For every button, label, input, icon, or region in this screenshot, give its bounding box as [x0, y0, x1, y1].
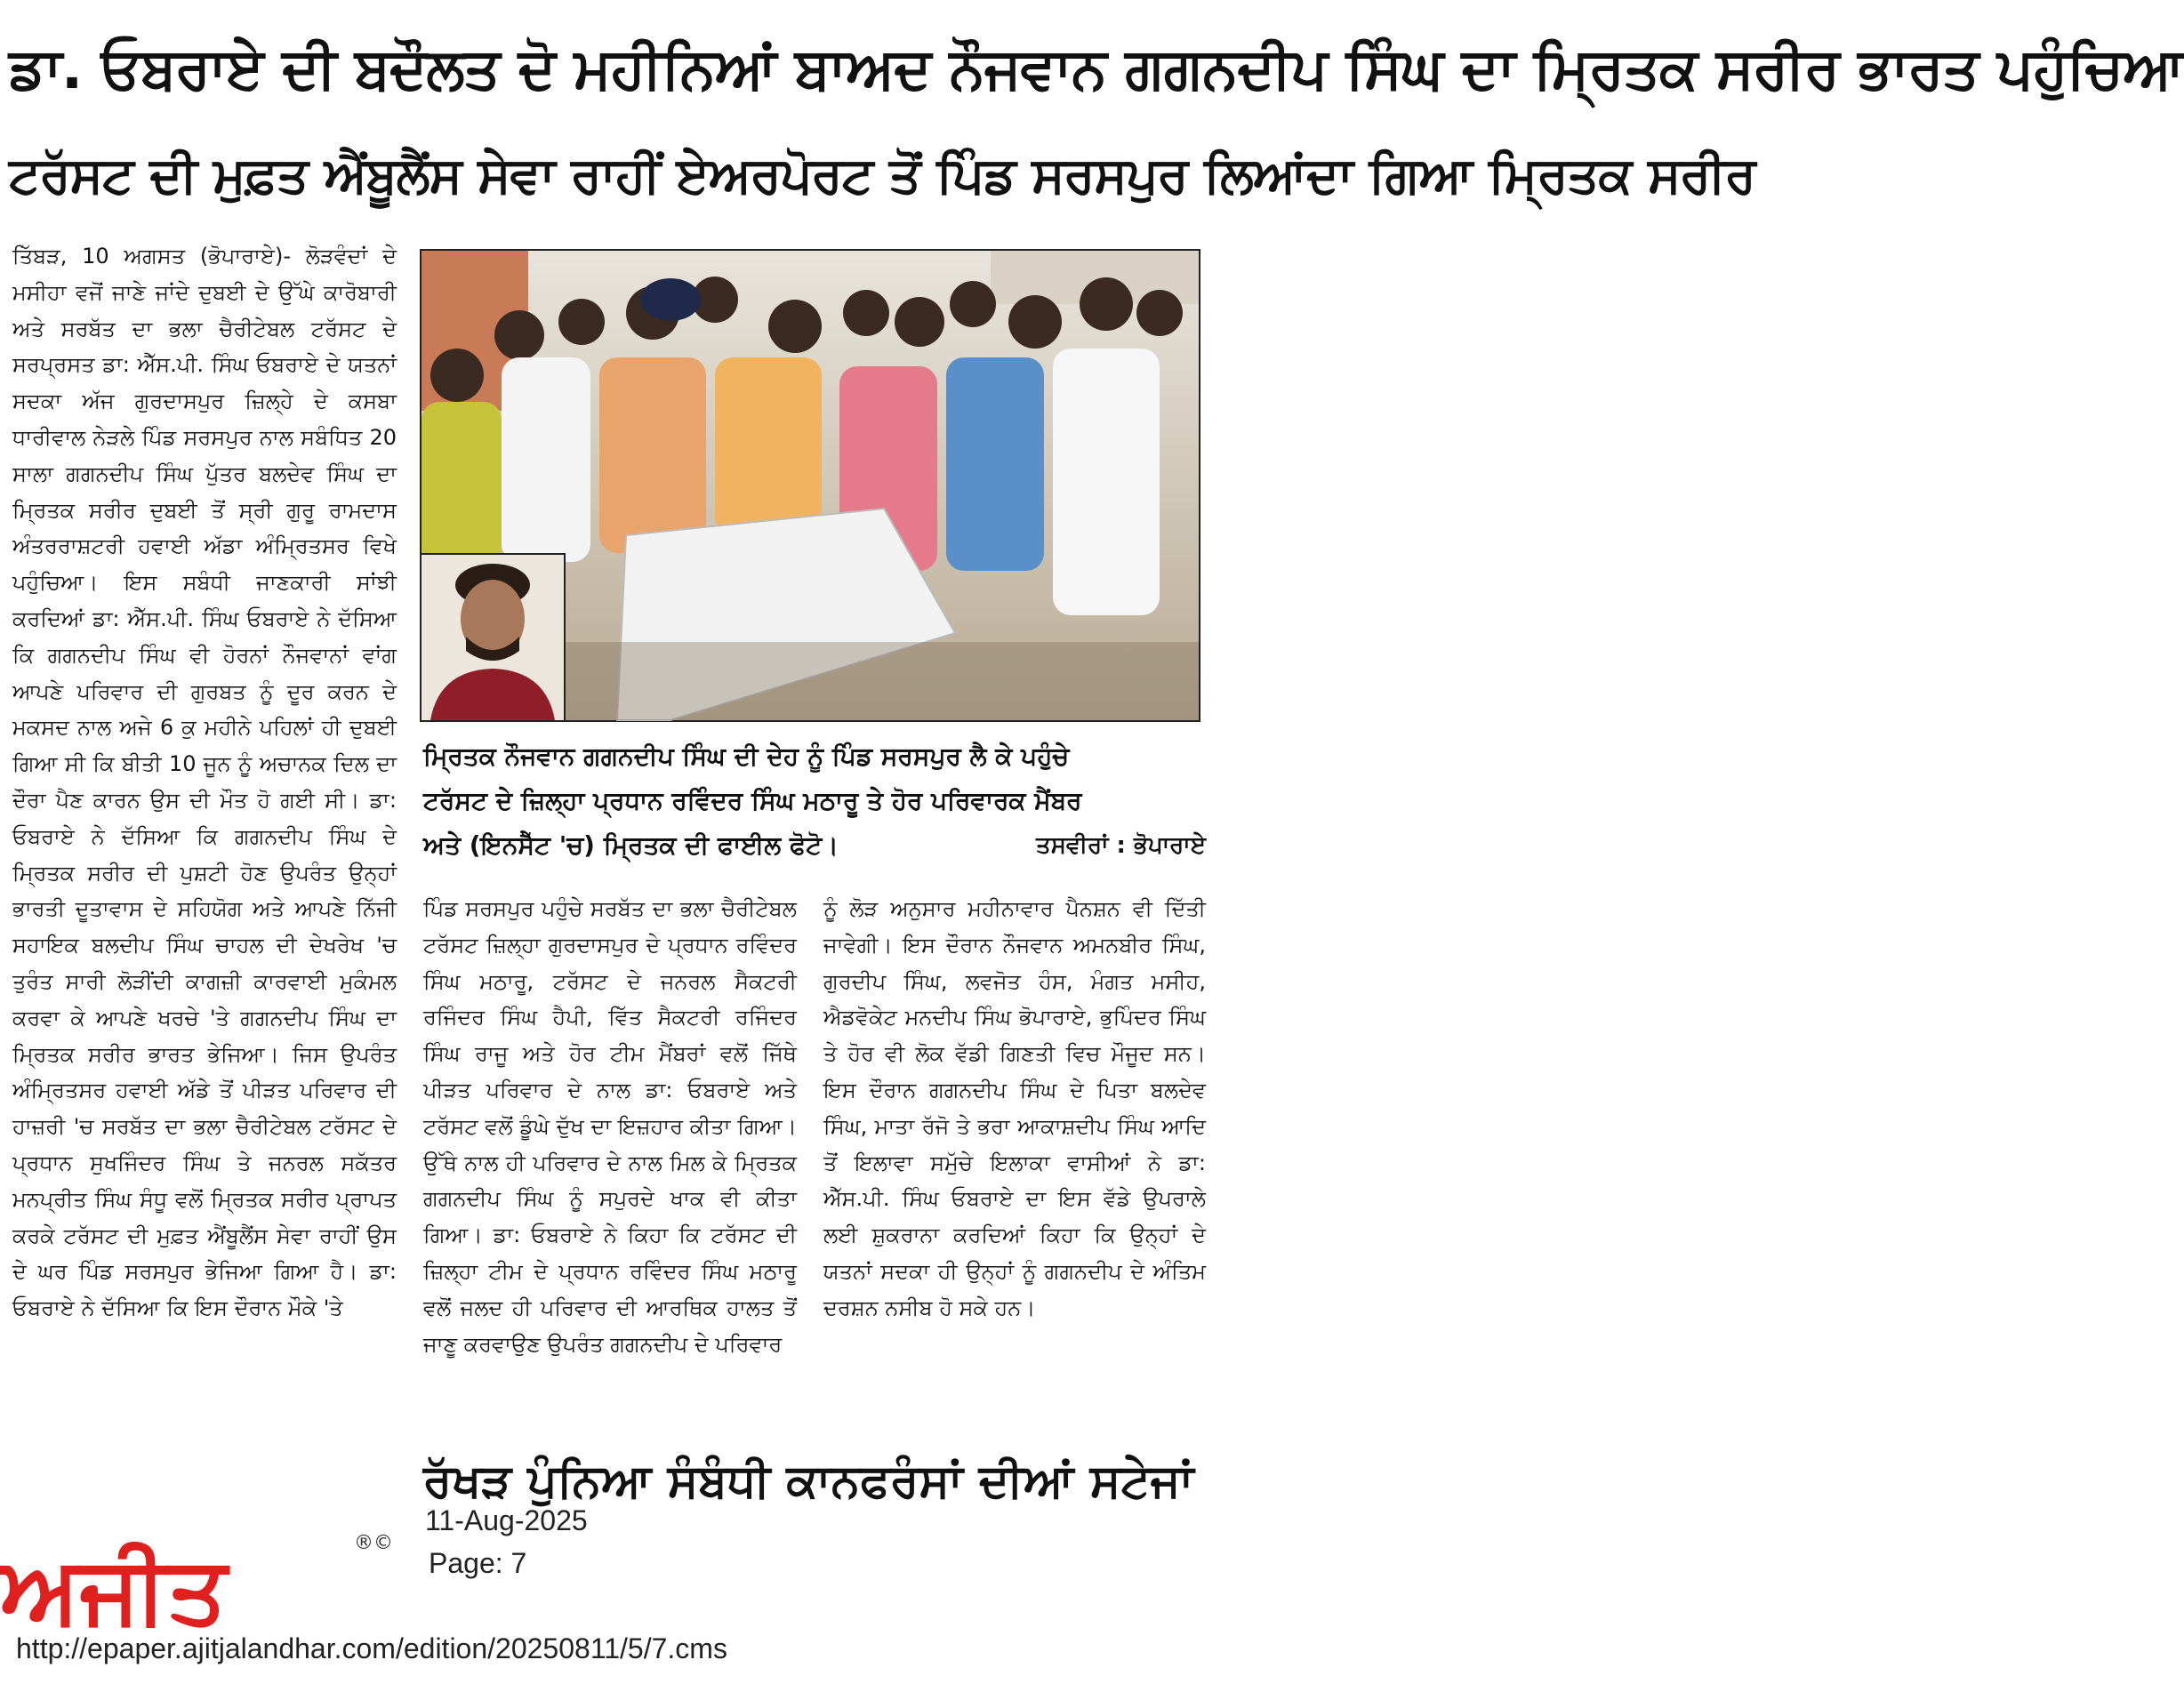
caption-line-2: ਟਰੱਸਟ ਦੇ ਜ਼ਿਲ੍ਹਾ ਪ੍ਰਧਾਨ ਰਵਿੰਦਰ ਸਿੰਘ ਮਠਾਰੂ ਤੇ ਹੋਰ ਪਰਿਵਾਰਕ ਮੈਂਬਰ: [423, 786, 1082, 815]
logo-registered-marks: ®©: [354, 1532, 393, 1554]
inset-portrait: [420, 553, 566, 722]
edition-date: 11-Aug-2025: [425, 1504, 588, 1536]
page-number: Page: 7: [429, 1547, 527, 1579]
next-article-headline: ਰੱਖੜ ਪੁੰਨਿਆ ਸੰਬੰਧੀ ਕਾਨਫਰੰਸਾਂ ਦੀਆਂ ਸਟੇਜਾਂ: [423, 1455, 1194, 1508]
article-column-middle: ਪਿੰਡ ਸਰਸਪੁਰ ਪਹੁੰਚੇ ਸਰਬੱਤ ਦਾ ਭਲਾ ਚੈਰੀਟੇਬਲ ਟਰੱਸਟ ਜ਼ਿਲ੍ਹਾ ਗੁਰਦਾਸਪੁਰ ਦੇ ਪ੍ਰਧਾਨ ਰਵਿੰਦਰ ਸਿੰਘ ਮਠਾਰੂ, ਟਰੱਸਟ ਦੇ ਜਨਰਲ ਸੈਕਟਰੀ ਰਜਿੰਦਰ ਸਿੰਘ ਹੈਪੀ, ਵਿੱਤ ਸੈਕਟਰੀ ਰਜਿੰਦਰ ਸਿੰਘ ਰਾਜੂ ਅਤੇ ਹੋਰ ਟੀਮ ਮੈਂਬਰਾਂ ਵਲੋਂ ਜਿੱਥੇ ਪੀੜਤ ਪਰਿਵਾਰ ਦੇ ਨਾਲ ਡਾ: ਓਬਰਾਏ ਅਤੇ ਟਰੱਸਟ ਵਲੋਂ ਡੂੰਘੇ ਦੁੱਖ ਦਾ ਇਜ਼ਹਾਰ ਕੀਤਾ ਗਿਆ। ਉੱਥੇ ਨਾਲ ਹੀ ਪਰਿਵਾਰ ਦੇ ਨਾਲ ਮਿਲ ਕੇ ਮ੍ਰਿਤਕ ਗਗਨਦੀਪ ਸਿੰਘ ਨੂੰ ਸਪੁਰਦੇ ਖਾਕ ਵੀ ਕੀਤਾ ਗਿਆ। ਡਾ: ਓਬਰਾਏ ਨੇ ਕਿਹਾ ਕਿ ਟਰੱਸਟ ਦੀ ਜ਼ਿਲ੍ਹਾ ਟੀਮ ਦੇ ਪ੍ਰਧਾਨ ਰਵਿੰਦਰ ਸਿੰਘ ਮਠਾਰੂ ਵਲੋਂ ਜਲਦ ਹੀ ਪਰਿਵਾਰ ਦੀ ਆਰਥਿਕ ਹਾਲਤ ਤੋਂ ਜਾਣੂ ਕਰਵਾਉਣ ਉਪਰੰਤ ਗਗਨਦੀਪ ਦੇ ਪਰਿਵਾਰ: [423, 896, 797, 1357]
caption-line-3: ਅਤੇ (ਇਨਸੈੱਟ 'ਚ) ਮ੍ਰਿਤਕ ਦੀ ਫਾਈਲ ਫੋਟੋ।: [423, 830, 839, 860]
article-column-left: ਤਿੱਬੜ, 10 ਅਗਸਤ (ਭੋਪਾਰਾਏ)- ਲੋੜਵੰਦਾਂ ਦੇ ਮਸੀਹਾ ਵਜੋਂ ਜਾਣੇ ਜਾਂਦੇ ਦੁਬਈ ਦੇ ਉੱਘੇ ਕਾਰੋਬਾਰੀ ਅਤੇ ਸਰਬੱਤ ਦਾ ਭਲਾ ਚੈਰੀਟੇਬਲ ਟਰੱਸਟ ਦੇ ਸਰਪ੍ਰਸਤ ਡਾ: ਐੱਸ.ਪੀ. ਸਿੰਘ ਓਬਰਾਏ ਦੇ ਯਤਨਾਂ ਸਦਕਾ ਅੱਜ ਗੁਰਦਾਸਪੁਰ ਜ਼ਿਲ੍ਹੇ ਦੇ ਕਸਬਾ ਧਾਰੀਵਾਲ ਨੇੜਲੇ ਪਿੰਡ ਸਰਸਪੁਰ ਨਾਲ ਸਬੰਧਿਤ 20 ਸਾਲਾ ਗਗਨਦੀਪ ਸਿੰਘ ਪੁੱਤਰ ਬਲਦੇਵ ਸਿੰਘ ਦਾ ਮ੍ਰਿਤਕ ਸਰੀਰ ਦੁਬਈ ਤੋਂ ਸ੍ਰੀ ਗੁਰੂ ਰਾਮਦਾਸ ਅੰਤਰਰਾਸ਼ਟਰੀ ਹਵਾਈ ਅੱਡਾ ਅੰਮ੍ਰਿਤਸਰ ਵਿਖੇ ਪਹੁੰਚਿਆ। ਇਸ ਸਬੰਧੀ ਜਾਣਕਾਰੀ ਸਾਂਝੀ ਕਰਦਿਆਂ ਡਾ: ਐੱਸ.ਪੀ. ਸਿੰਘ ਓਬਰਾਏ ਨੇ ਦੱਸਿਆ ਕਿ ਗਗਨਦੀਪ ਸਿੰਘ ਵੀ ਹੋਰਨਾਂ ਨੌਜਵਾਨਾਂ ਵਾਂਗ ਆਪਣੇ ਪਰਿਵਾਰ ਦੀ ਗੁਰਬਤ ਨੂੰ ਦੂਰ ਕਰਨ ਦੇ ਮਕਸਦ ਨਾਲ ਅਜੇ 6 ਕੁ ਮਹੀਨੇ ਪਹਿਲਾਂ ਹੀ ਦੁਬਈ ਗਿਆ ਸੀ ਕਿ ਬੀਤੀ 10 ਜੂਨ ਨੂੰ ਅਚਾਨਕ ਦਿਲ ਦਾ ਦੌਰਾ ਪੈਣ ਕਾਰਨ ਉਸ ਦੀ ਮੌਤ ਹੋ ਗਈ ਸੀ। ਡਾ: ਓਬਰਾਏ ਨੇ ਦੱਸਿਆ ਕਿ ਗਗਨਦੀਪ ਸਿੰਘ ਦੇ ਮ੍ਰਿਤਕ ਸਰੀਰ ਦੀ ਪੁਸ਼ਟੀ ਹੋਣ ਉਪਰੰਤ ਉਨ੍ਹਾਂ ਭਾਰਤੀ ਦੂਤਾਵਾਸ ਦੇ ਸਹਿਯੋਗ ਅਤੇ ਆਪਣੇ ਨਿੱਜੀ ਸਹਾਇਕ ਬਲਦੀਪ ਸਿੰਘ ਚਾਹਲ ਦੀ ਦੇਖਰੇਖ 'ਚ ਤੁਰੰਤ ਸਾਰੀ ਲੋੜੀਂਦੀ ਕਾਗਜ਼ੀ ਕਾਰਵਾਈ ਮੁਕੰਮਲ ਕਰਵਾ ਕੇ ਆਪਣੇ ਖਰਚੇ 'ਤੇ ਗਗਨਦੀਪ ਸਿੰਘ ਦਾ ਮ੍ਰਿਤਕ ਸਰੀਰ ਭਾਰਤ ਭੇਜਿਆ। ਜਿਸ ਉਪਰੰਤ ਅੰਮ੍ਰਿਤਸਰ ਹਵਾਈ ਅੱਡੇ ਤੋਂ ਪੀੜਤ ਪਰਿਵਾਰ ਦੀ ਹਾਜ਼ਰੀ 'ਚ ਸਰਬੱਤ ਦਾ ਭਲਾ ਚੈਰੀਟੇਬਲ ਟਰੱਸਟ ਦੇ ਪ੍ਰਧਾਨ ਸੁਖਜਿੰਦਰ ਸਿੰਘ ਤੇ ਜਨਰਲ ਸਕੱਤਰ ਮਨਪ੍ਰੀਤ ਸਿੰਘ ਸੰਧੂ ਵਲੋਂ ਮ੍ਰਿਤਕ ਸਰੀਰ ਪ੍ਰਾਪਤ ਕਰਕੇ ਟਰੱਸਟ ਦੀ ਮੁਫ਼ਤ ਐਂਬੂਲੈਂਸ ਸੇਵਾ ਰਾਹੀਂ ਉਸ ਦੇ ਘਰ ਪਿੰਡ ਸਰਸਪੁਰ ਭੇਜਿਆ ਗਿਆ ਹੈ। ਡਾ: ਓਬਰਾਏ ਨੇ ਦੱਸਿਆ ਕਿ ਇਸ ਦੌਰਾਨ ਮੌਕੇ 'ਤੇ: [12, 244, 397, 1321]
subheadline: ਟਰੱਸਟ ਦੀ ਮੁਫ਼ਤ ਐਂਬੂਲੈਂਸ ਸੇਵਾ ਰਾਹੀਂ ਏਅਰਪੋਰਟ ਤੋਂ ਪਿੰਡ ਸਰਸਪੁਰ ਲਿਆਂਦਾ ਗਿਆ ਮ੍ਰਿਤਕ ਸਰੀਰ: [9, 147, 1755, 204]
portrait-illustration: [422, 555, 564, 720]
source-url[interactable]: http://epaper.ajitjalandhar.com/edition/20250811/5/7.cms: [16, 1632, 727, 1664]
headline: ਡਾ. ਓਬਰਾਏ ਦੀ ਬਦੌਲਤ ਦੋ ਮਹੀਨਿਆਂ ਬਾਅਦ ਨੌਜਵਾਨ ਗਗਨਦੀਪ ਸਿੰਘ ਦਾ ਮ੍ਰਿਤਕ ਸਰੀਰ ਭਾਰਤ ਪਹੁੰਚਿਆ: [9, 36, 2184, 102]
photo-caption: [423, 734, 1206, 868]
logo-wordmark: ਅਜੀਤ: [0, 1536, 228, 1644]
newspaper-logo: [0, 1526, 400, 1644]
photo-credit: ਤਸਵੀਰਾਂ : ਭੋਪਾਰਾਏ: [1035, 832, 1206, 859]
ajit-logo-icon: [0, 1526, 400, 1644]
caption-line-1: ਮ੍ਰਿਤਕ ਨੌਜਵਾਨ ਗਗਨਦੀਪ ਸਿੰਘ ਦੀ ਦੇਹ ਨੂੰ ਪਿੰਡ ਸਰਸਪੁਰ ਲੈ ਕੇ ਪਹੁੰਚੇ: [423, 742, 1070, 771]
article-column-right: ਨੂੰ ਲੋੜ ਅਨੁਸਾਰ ਮਹੀਨਾਵਾਰ ਪੈਨਸ਼ਨ ਵੀ ਦਿੱਤੀ ਜਾਵੇਗੀ। ਇਸ ਦੌਰਾਨ ਨੌਜਵਾਨ ਅਮਨਬੀਰ ਸਿੰਘ, ਗੁਰਦੀਪ ਸਿੰਘ, ਲਵਜੋਤ ਹੰਸ, ਮੰਗਤ ਮਸੀਹ, ਐਡਵੋਕੇਟ ਮਨਦੀਪ ਸਿੰਘ ਭੋਪਾਰਾਏ, ਭੁਪਿੰਦਰ ਸਿੰਘ ਤੇ ਹੋਰ ਵੀ ਲੋਕ ਵੱਡੀ ਗਿਣਤੀ ਵਿਚ ਮੌਜੂਦ ਸਨ। ਇਸ ਦੌਰਾਨ ਗਗਨਦੀਪ ਸਿੰਘ ਦੇ ਪਿਤਾ ਬਲਦੇਵ ਸਿੰਘ, ਮਾਤਾ ਰੱਜੋ ਤੇ ਭਰਾ ਆਕਾਸ਼ਦੀਪ ਸਿੰਘ ਆਦਿ ਤੋਂ ਇਲਾਵਾ ਸਮੁੱਚੇ ਇਲਾਕਾ ਵਾਸੀਆਂ ਨੇ ਡਾ: ਐੱਸ.ਪੀ. ਸਿੰਘ ਓਬਰਾਏ ਦਾ ਇਸ ਵੱਡੇ ਉਪਰਾਲੇ ਲਈ ਸ਼ੁਕਰਾਨਾ ਕਰਦਿਆਂ ਕਿਹਾ ਕਿ ਉਨ੍ਹਾਂ ਦੇ ਯਤਨਾਂ ਸਦਕਾ ਹੀ ਉਨ੍ਹਾਂ ਨੂੰ ਗਗਨਦੀਪ ਦੇ ਅੰਤਿਮ ਦਰਸ਼ਨ ਨਸੀਬ ਹੋ ਸਕੇ ਹਨ।: [823, 896, 1206, 1320]
